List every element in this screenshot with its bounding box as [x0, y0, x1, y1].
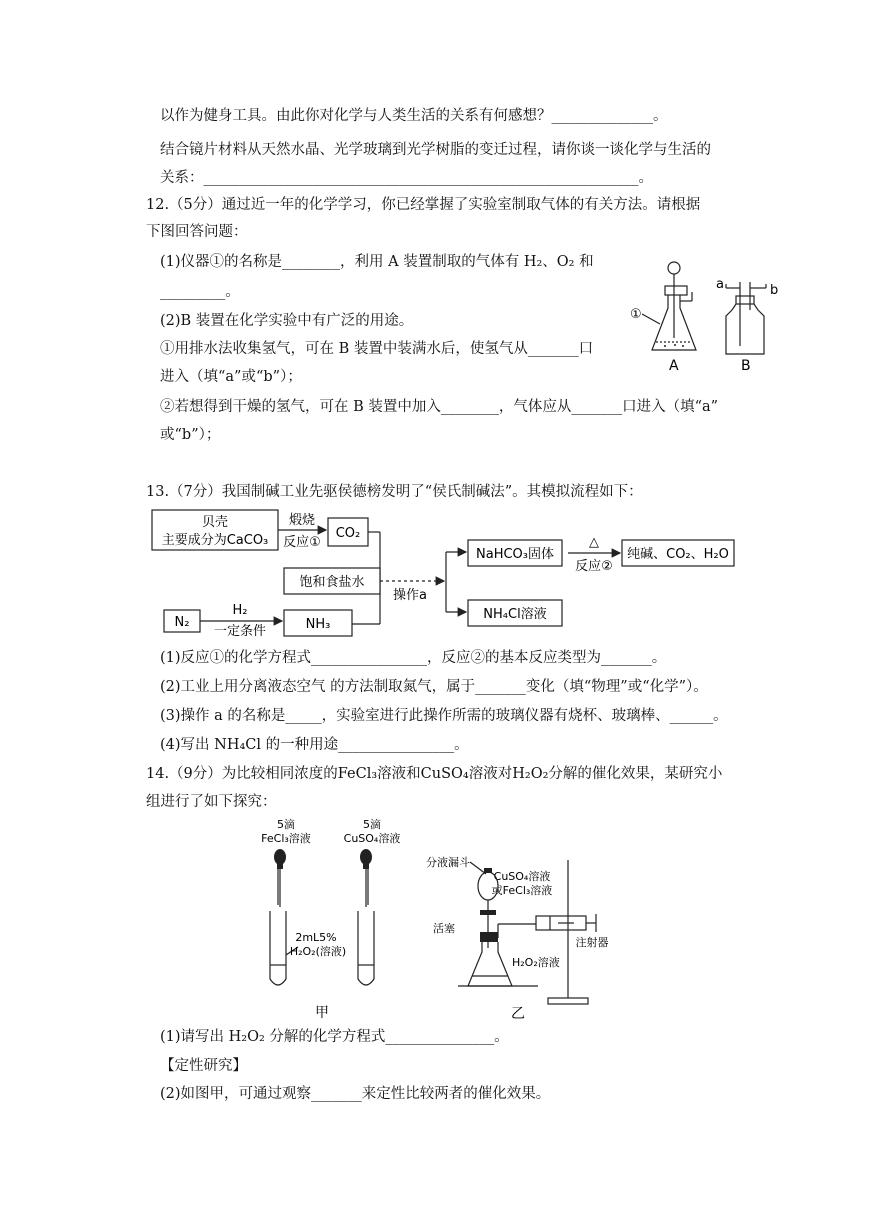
- stopcock-label: 活塞: [433, 922, 455, 935]
- operation-a-label: 操作a: [393, 588, 427, 603]
- figure-yi: [418, 848, 608, 1020]
- label-port-a: a: [716, 277, 724, 292]
- label-b-apparatus: B: [741, 358, 751, 374]
- drops-left-count: 5滴: [277, 818, 295, 831]
- calcine-label: 煅烧: [288, 513, 316, 528]
- q13-part-1: (1)反应①的化学方程式________________，反应②的基本反应类型为_______。: [160, 650, 667, 666]
- q14-part-1: (1)请写出 H₂O₂ 分解的化学方程式_______________。: [160, 1029, 509, 1045]
- question-13-heading: 13.（7分）我国制碱工业先驱侯德榜发明了“侯氏制碱法”。其模拟流程如下：: [146, 484, 643, 500]
- brine-label: 饱和食盐水: [299, 575, 365, 590]
- q13-part-2: (2)工业上用分离液态空气 的方法制取氮气，属于_______变化（填“物理”或“化学”）。: [160, 679, 708, 695]
- dropper-left: [274, 849, 286, 907]
- dropper-right: [360, 849, 372, 907]
- drops-right-solution: CuSO₄溶液: [343, 832, 401, 845]
- question-14-heading: 14.（9分）为比较相同浓度的FeCl₃溶液和CuSO₄溶液对H₂O₂分解的催化效果，某研究小: [146, 766, 723, 782]
- drops-right-count: 5滴: [363, 818, 381, 831]
- apparatus-ab-figure: [620, 258, 790, 376]
- solution-label-2: 或FeCl₃溶液: [491, 884, 553, 897]
- label-port-b: b: [770, 283, 779, 298]
- caption-yi: 乙: [511, 1006, 525, 1020]
- flask-a: [642, 262, 696, 350]
- test-tube-right: [358, 911, 374, 985]
- nh4cl-label: NH₄Cl溶液: [483, 607, 547, 622]
- h2-label: H₂: [232, 603, 248, 618]
- test-tube-left: [270, 911, 286, 985]
- conical-flask: [468, 932, 512, 986]
- caption-jia: 甲: [315, 1005, 329, 1020]
- nahco3-label: NaHCO₃固体: [476, 547, 554, 562]
- figure-jia: [250, 815, 410, 1020]
- text-line-1: 以作为健身工具。由此你对化学与人类生活的关系有何感想？______________。: [160, 108, 668, 124]
- heat-symbol: △: [589, 535, 599, 550]
- q12-part-2: (2)B 装置在化学实验中有广泛的用途。: [160, 313, 414, 329]
- text-line-3: 关系：____________________________________________________________。: [160, 170, 653, 186]
- syringe-label: 注射器: [575, 936, 608, 949]
- h2o2-label: H₂O₂溶液: [512, 956, 560, 969]
- reaction-1-label: 反应①: [283, 535, 321, 550]
- q12-part-1: (1)仪器①的名称是________，利用 A 装置制取的气体有 H₂、O₂ 和: [160, 254, 594, 270]
- text-line-5: 下图回答问题：: [146, 224, 248, 240]
- funnel-label: 分液漏斗: [426, 856, 470, 869]
- question-12-heading: 12.（5分）通过近一年的化学学习，你已经掌握了实验室制取气体的有关方法。请根据: [146, 197, 701, 213]
- label-circled-1: ①: [630, 307, 642, 322]
- text-line-2: 结合镜片材料从天然水晶、光学玻璃到光学树脂的变迁过程，请你谈一谈化学与生活的: [160, 142, 711, 158]
- condition-label: 一定条件: [213, 624, 267, 639]
- bottle-b: [726, 282, 766, 354]
- iron-stand: [548, 860, 588, 1004]
- nh3-label: NH₃: [305, 617, 331, 632]
- solution-label-1: CuSO₄溶液: [493, 870, 551, 883]
- co2-label: CO₂: [335, 526, 361, 541]
- shell-label: 贝壳: [201, 515, 229, 530]
- reaction-2-label: 反应②: [575, 559, 613, 574]
- label-a-apparatus: A: [669, 358, 679, 374]
- q13-part-3: (3)操作 a 的名称是_____，实验室进行此操作所需的玻璃仪器有烧杯、玻璃棒、______。: [160, 708, 728, 724]
- shell-composition: 主要成分为CaCO₃: [161, 533, 269, 548]
- q12-part-2-b: ②若想得到干燥的氢气，可在 B 装置中加入________，气体应从_______口进入（填“a”: [160, 399, 719, 415]
- products-label: 纯碱、CO₂、H₂O: [627, 547, 729, 562]
- q13-part-4: (4)写出 NH₄Cl 的一种用途________________。: [160, 737, 469, 753]
- q12-part-2-a: ①用排水法收集氢气，可在 B 装置中装满水后，使氢气从_______口: [160, 341, 594, 357]
- qualitative-heading: 【定性研究】: [160, 1058, 247, 1074]
- q12-part-2-a-cont: 进入（填“a”或“b”）；: [160, 369, 302, 385]
- text-line-19: 组进行了如下探究：: [146, 794, 277, 810]
- drops-left-solution: FeCl₃溶液: [261, 832, 311, 845]
- hou-process-flowchart: [148, 506, 748, 640]
- q14-part-2: (2)如图甲，可通过观察_______来定性比较两者的催化效果。: [160, 1086, 551, 1102]
- tube-volume-label: 2mL5%: [295, 931, 337, 944]
- q12-part-1-cont: _________。: [160, 284, 240, 300]
- q12-part-2-b-cont: 或“b”）；: [160, 427, 221, 443]
- n2-label: N₂: [174, 615, 190, 630]
- tube-solution-label: H₂O₂(溶液): [289, 945, 347, 958]
